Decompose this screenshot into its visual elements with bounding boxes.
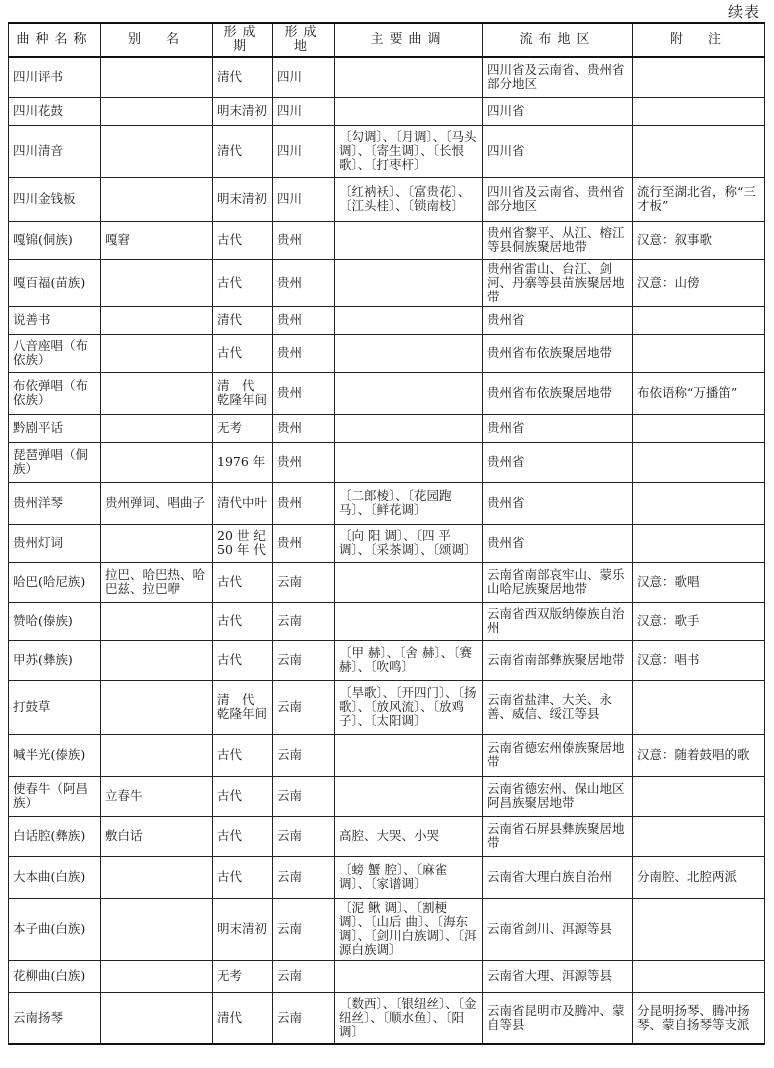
cell-name: 哈巴(哈尼族) [9, 562, 101, 602]
cell-note: 汉意：叙事歌 [633, 221, 765, 259]
cell-tunes [335, 414, 483, 442]
cell-tunes [335, 734, 483, 776]
cell-era: 1976 年 [213, 442, 273, 482]
cell-region: 云南省石屏县彝族聚居地带 [483, 816, 633, 856]
cell-era: 清代 [213, 57, 273, 97]
cell-place: 贵州 [273, 221, 335, 259]
cell-era: 古代 [213, 734, 273, 776]
cell-alias [101, 414, 213, 442]
cell-place: 云南 [273, 602, 335, 640]
header-row [9, 23, 765, 57]
table-row [9, 57, 765, 97]
cell-alias [101, 734, 213, 776]
cell-alias [101, 960, 213, 992]
cell-alias: 立春牛 [101, 776, 213, 816]
cell-note: 布依语称“万播笛” [633, 372, 765, 414]
cell-tunes: 〔泥 鳅 调〕、〔割梗调〕、〔山后 曲〕、〔海东调〕、〔剑川白族调〕、〔洱源白族调〕 [335, 898, 483, 960]
table-body [9, 57, 765, 1044]
cell-name: 说善书 [9, 306, 101, 334]
cell-region: 贵州省 [483, 442, 633, 482]
cell-tunes [335, 306, 483, 334]
cell-note [633, 125, 765, 177]
cell-era: 清 代 乾隆年间 [213, 680, 273, 734]
quyi-table [8, 22, 765, 1045]
cell-alias [101, 97, 213, 125]
cell-place: 云南 [273, 992, 335, 1044]
cell-name: 白话腔(彝族) [9, 816, 101, 856]
cell-place: 贵州 [273, 414, 335, 442]
cell-era: 古代 [213, 602, 273, 640]
cell-alias: 敷白话 [101, 816, 213, 856]
cell-place: 云南 [273, 562, 335, 602]
cell-region: 贵州省 [483, 414, 633, 442]
cell-alias [101, 898, 213, 960]
cell-place: 贵州 [273, 482, 335, 524]
cell-note: 汉意：唱书 [633, 640, 765, 680]
cell-place: 四川 [273, 97, 335, 125]
cell-era: 古代 [213, 776, 273, 816]
cell-region: 四川省及云南省、贵州省部分地区 [483, 57, 633, 97]
cell-alias [101, 602, 213, 640]
cell-era: 20 世 纪 50 年 代 [213, 524, 273, 562]
cell-alias: 嘎窘 [101, 221, 213, 259]
cell-alias [101, 442, 213, 482]
cell-region: 贵州省黎平、从江、榕江等县侗族聚居地带 [483, 221, 633, 259]
cell-era: 无考 [213, 414, 273, 442]
cell-note: 汉意：山傍 [633, 259, 765, 306]
cell-era: 古代 [213, 259, 273, 306]
cell-place: 云南 [273, 898, 335, 960]
cell-tunes [335, 776, 483, 816]
column-header: 流布地区 [483, 23, 633, 57]
cell-note: 流行至湖北省，称“三才板” [633, 177, 765, 221]
cell-era: 无考 [213, 960, 273, 992]
cell-name: 打鼓草 [9, 680, 101, 734]
cell-alias [101, 259, 213, 306]
cell-region: 四川省 [483, 125, 633, 177]
cell-note [633, 442, 765, 482]
cell-era: 古代 [213, 856, 273, 898]
table-row [9, 97, 765, 125]
cell-note: 汉意：随着鼓唱的歌 [633, 734, 765, 776]
table-row [9, 177, 765, 221]
cell-tunes [335, 97, 483, 125]
table-row [9, 992, 765, 1044]
cell-name: 琵琶弹唱（侗族） [9, 442, 101, 482]
cell-alias [101, 334, 213, 372]
cell-alias [101, 125, 213, 177]
cell-name: 花柳曲(白族) [9, 960, 101, 992]
cell-note [633, 524, 765, 562]
table-row [9, 221, 765, 259]
cell-name: 四川金钱板 [9, 177, 101, 221]
cell-alias [101, 640, 213, 680]
cell-era: 古代 [213, 816, 273, 856]
cell-note: 汉意：歌手 [633, 602, 765, 640]
cell-era: 明末清初 [213, 898, 273, 960]
cell-tunes: 〔数西〕、〔银纽丝〕、〔金纽丝〕、〔顺水鱼〕、〔阳调〕 [335, 992, 483, 1044]
cell-place: 四川 [273, 177, 335, 221]
table-row [9, 524, 765, 562]
cell-era: 古代 [213, 334, 273, 372]
cell-place: 贵州 [273, 259, 335, 306]
cell-place: 云南 [273, 680, 335, 734]
cell-era: 清代中叶 [213, 482, 273, 524]
cell-name: 赞哈(傣族) [9, 602, 101, 640]
cell-place: 云南 [273, 960, 335, 992]
cell-region: 贵州省雷山、台江、剑河、丹寨等县苗族聚居地带 [483, 259, 633, 306]
cell-region: 贵州省 [483, 482, 633, 524]
cell-note [633, 816, 765, 856]
cell-region: 云南省剑川、洱源等县 [483, 898, 633, 960]
cell-note [633, 57, 765, 97]
column-header: 形成期 [213, 23, 273, 57]
cell-note [633, 482, 765, 524]
cell-place: 云南 [273, 734, 335, 776]
cell-region: 云南省南部彝族聚居地带 [483, 640, 633, 680]
cell-alias [101, 306, 213, 334]
cell-alias: 贵州弹词、唱曲子 [101, 482, 213, 524]
cell-tunes [335, 562, 483, 602]
cell-tunes [335, 960, 483, 992]
table-row [9, 482, 765, 524]
table-row [9, 306, 765, 334]
cell-alias [101, 177, 213, 221]
table-row [9, 125, 765, 177]
cell-tunes: 〔旱歌〕、〔开四门〕、〔扬歌〕、〔放风流〕、〔放鸡子〕、〔太阳调〕 [335, 680, 483, 734]
cell-tunes: 〔向 阳 调〕、〔四 平 调〕、〔采茶调〕、〔颂调〕 [335, 524, 483, 562]
cell-place: 云南 [273, 776, 335, 816]
cell-note [633, 334, 765, 372]
cell-region: 四川省及云南省、贵州省部分地区 [483, 177, 633, 221]
cell-place: 贵州 [273, 524, 335, 562]
table-row [9, 856, 765, 898]
cell-region: 云南省盐津、大关、永善、威信、绥江等县 [483, 680, 633, 734]
table-row [9, 680, 765, 734]
cell-region: 四川省 [483, 97, 633, 125]
cell-name: 布依弹唱（布依族） [9, 372, 101, 414]
cell-name: 四川评书 [9, 57, 101, 97]
cell-era: 古代 [213, 640, 273, 680]
cell-note [633, 776, 765, 816]
cell-tunes: 高腔、大哭、小哭 [335, 816, 483, 856]
cell-name: 四川清音 [9, 125, 101, 177]
cell-place: 贵州 [273, 334, 335, 372]
cell-tunes: 〔螃 蟹 腔〕、〔麻雀调〕、〔家谱调〕 [335, 856, 483, 898]
cell-place: 四川 [273, 125, 335, 177]
cell-place: 云南 [273, 816, 335, 856]
cell-name: 四川花鼓 [9, 97, 101, 125]
cell-tunes: 〔勾调〕、〔月调〕、〔马头调〕、〔寄生调〕、〔长恨歌〕、〔打枣杆〕 [335, 125, 483, 177]
column-header: 主要曲调 [335, 23, 483, 57]
cell-tunes: 〔甲 赫〕、〔舍 赫〕、〔赛赫〕、〔吹鸣〕 [335, 640, 483, 680]
cell-alias [101, 680, 213, 734]
table-row [9, 334, 765, 372]
table-row [9, 602, 765, 640]
cell-place: 贵州 [273, 306, 335, 334]
cell-tunes [335, 372, 483, 414]
cell-region: 云南省南部哀牢山、蒙乐山哈尼族聚居地带 [483, 562, 633, 602]
cell-alias [101, 992, 213, 1044]
cell-tunes: 〔红衲袄〕、〔富贵花〕、〔江头桂〕、〔锁南枝〕 [335, 177, 483, 221]
table-row [9, 960, 765, 992]
cell-era: 明末清初 [213, 97, 273, 125]
cell-region: 云南省德宏州、保山地区阿昌族聚居地带 [483, 776, 633, 816]
table-row [9, 734, 765, 776]
cell-era: 古代 [213, 562, 273, 602]
cell-place: 云南 [273, 856, 335, 898]
table-row [9, 776, 765, 816]
cell-alias [101, 57, 213, 97]
cell-alias [101, 372, 213, 414]
cell-note [633, 898, 765, 960]
table-row [9, 640, 765, 680]
cell-name: 贵州灯词 [9, 524, 101, 562]
cell-tunes [335, 602, 483, 640]
column-header: 曲种名称 [9, 23, 101, 57]
cell-name: 喊半光(傣族) [9, 734, 101, 776]
cell-region: 贵州省 [483, 524, 633, 562]
table-row [9, 816, 765, 856]
cell-region: 贵州省布依族聚居地带 [483, 372, 633, 414]
cell-alias [101, 524, 213, 562]
cell-era: 清代 [213, 992, 273, 1044]
cell-tunes [335, 334, 483, 372]
cell-note: 分南腔、北腔两派 [633, 856, 765, 898]
continued-label: 续表 [727, 3, 760, 21]
cell-name: 本子曲(白族) [9, 898, 101, 960]
cell-note [633, 680, 765, 734]
cell-era: 明末清初 [213, 177, 273, 221]
cell-place: 贵州 [273, 442, 335, 482]
cell-era: 清 代 乾隆年间 [213, 372, 273, 414]
cell-note [633, 97, 765, 125]
cell-era: 古代 [213, 221, 273, 259]
table-row [9, 259, 765, 306]
table-row [9, 562, 765, 602]
cell-region: 贵州省布依族聚居地带 [483, 334, 633, 372]
cell-region: 云南省大理、洱源等县 [483, 960, 633, 992]
cell-place: 贵州 [273, 372, 335, 414]
cell-alias [101, 856, 213, 898]
cell-region: 贵州省 [483, 306, 633, 334]
cell-region: 云南省德宏州傣族聚居地带 [483, 734, 633, 776]
table-row [9, 414, 765, 442]
cell-place: 四川 [273, 57, 335, 97]
cell-note [633, 414, 765, 442]
column-header: 别 名 [101, 23, 213, 57]
cell-name: 八音座唱（布依族） [9, 334, 101, 372]
cell-tunes [335, 259, 483, 306]
table-row [9, 898, 765, 960]
cell-tunes [335, 221, 483, 259]
cell-tunes [335, 57, 483, 97]
cell-name: 甲苏(彝族) [9, 640, 101, 680]
cell-note [633, 306, 765, 334]
cell-place: 云南 [273, 640, 335, 680]
cell-name: 贵州洋琴 [9, 482, 101, 524]
table-row [9, 372, 765, 414]
column-header: 附 注 [633, 23, 765, 57]
cell-note: 汉意：歌唱 [633, 562, 765, 602]
cell-tunes [335, 442, 483, 482]
cell-name: 嘎锦(侗族) [9, 221, 101, 259]
cell-name: 嘎百福(苗族) [9, 259, 101, 306]
cell-era: 清代 [213, 125, 273, 177]
cell-region: 云南省昆明市及腾冲、蒙自等县 [483, 992, 633, 1044]
cell-note: 分昆明扬琴、腾冲扬琴、蒙自扬琴等支派 [633, 992, 765, 1044]
cell-name: 云南扬琴 [9, 992, 101, 1044]
table-row [9, 442, 765, 482]
cell-note [633, 960, 765, 992]
cell-name: 黔剧平话 [9, 414, 101, 442]
cell-name: 大本曲(白族) [9, 856, 101, 898]
column-header: 形成地 [273, 23, 335, 57]
cell-name: 使春牛（阿昌族） [9, 776, 101, 816]
cell-era: 清代 [213, 306, 273, 334]
cell-alias: 拉巴、哈巴热、哈巴兹、拉巴咿 [101, 562, 213, 602]
cell-region: 云南省西双版纳傣族自治州 [483, 602, 633, 640]
cell-tunes: 〔二郎棱〕、〔花园跑马〕、〔鲜花调〕 [335, 482, 483, 524]
cell-region: 云南省大理白族自治州 [483, 856, 633, 898]
